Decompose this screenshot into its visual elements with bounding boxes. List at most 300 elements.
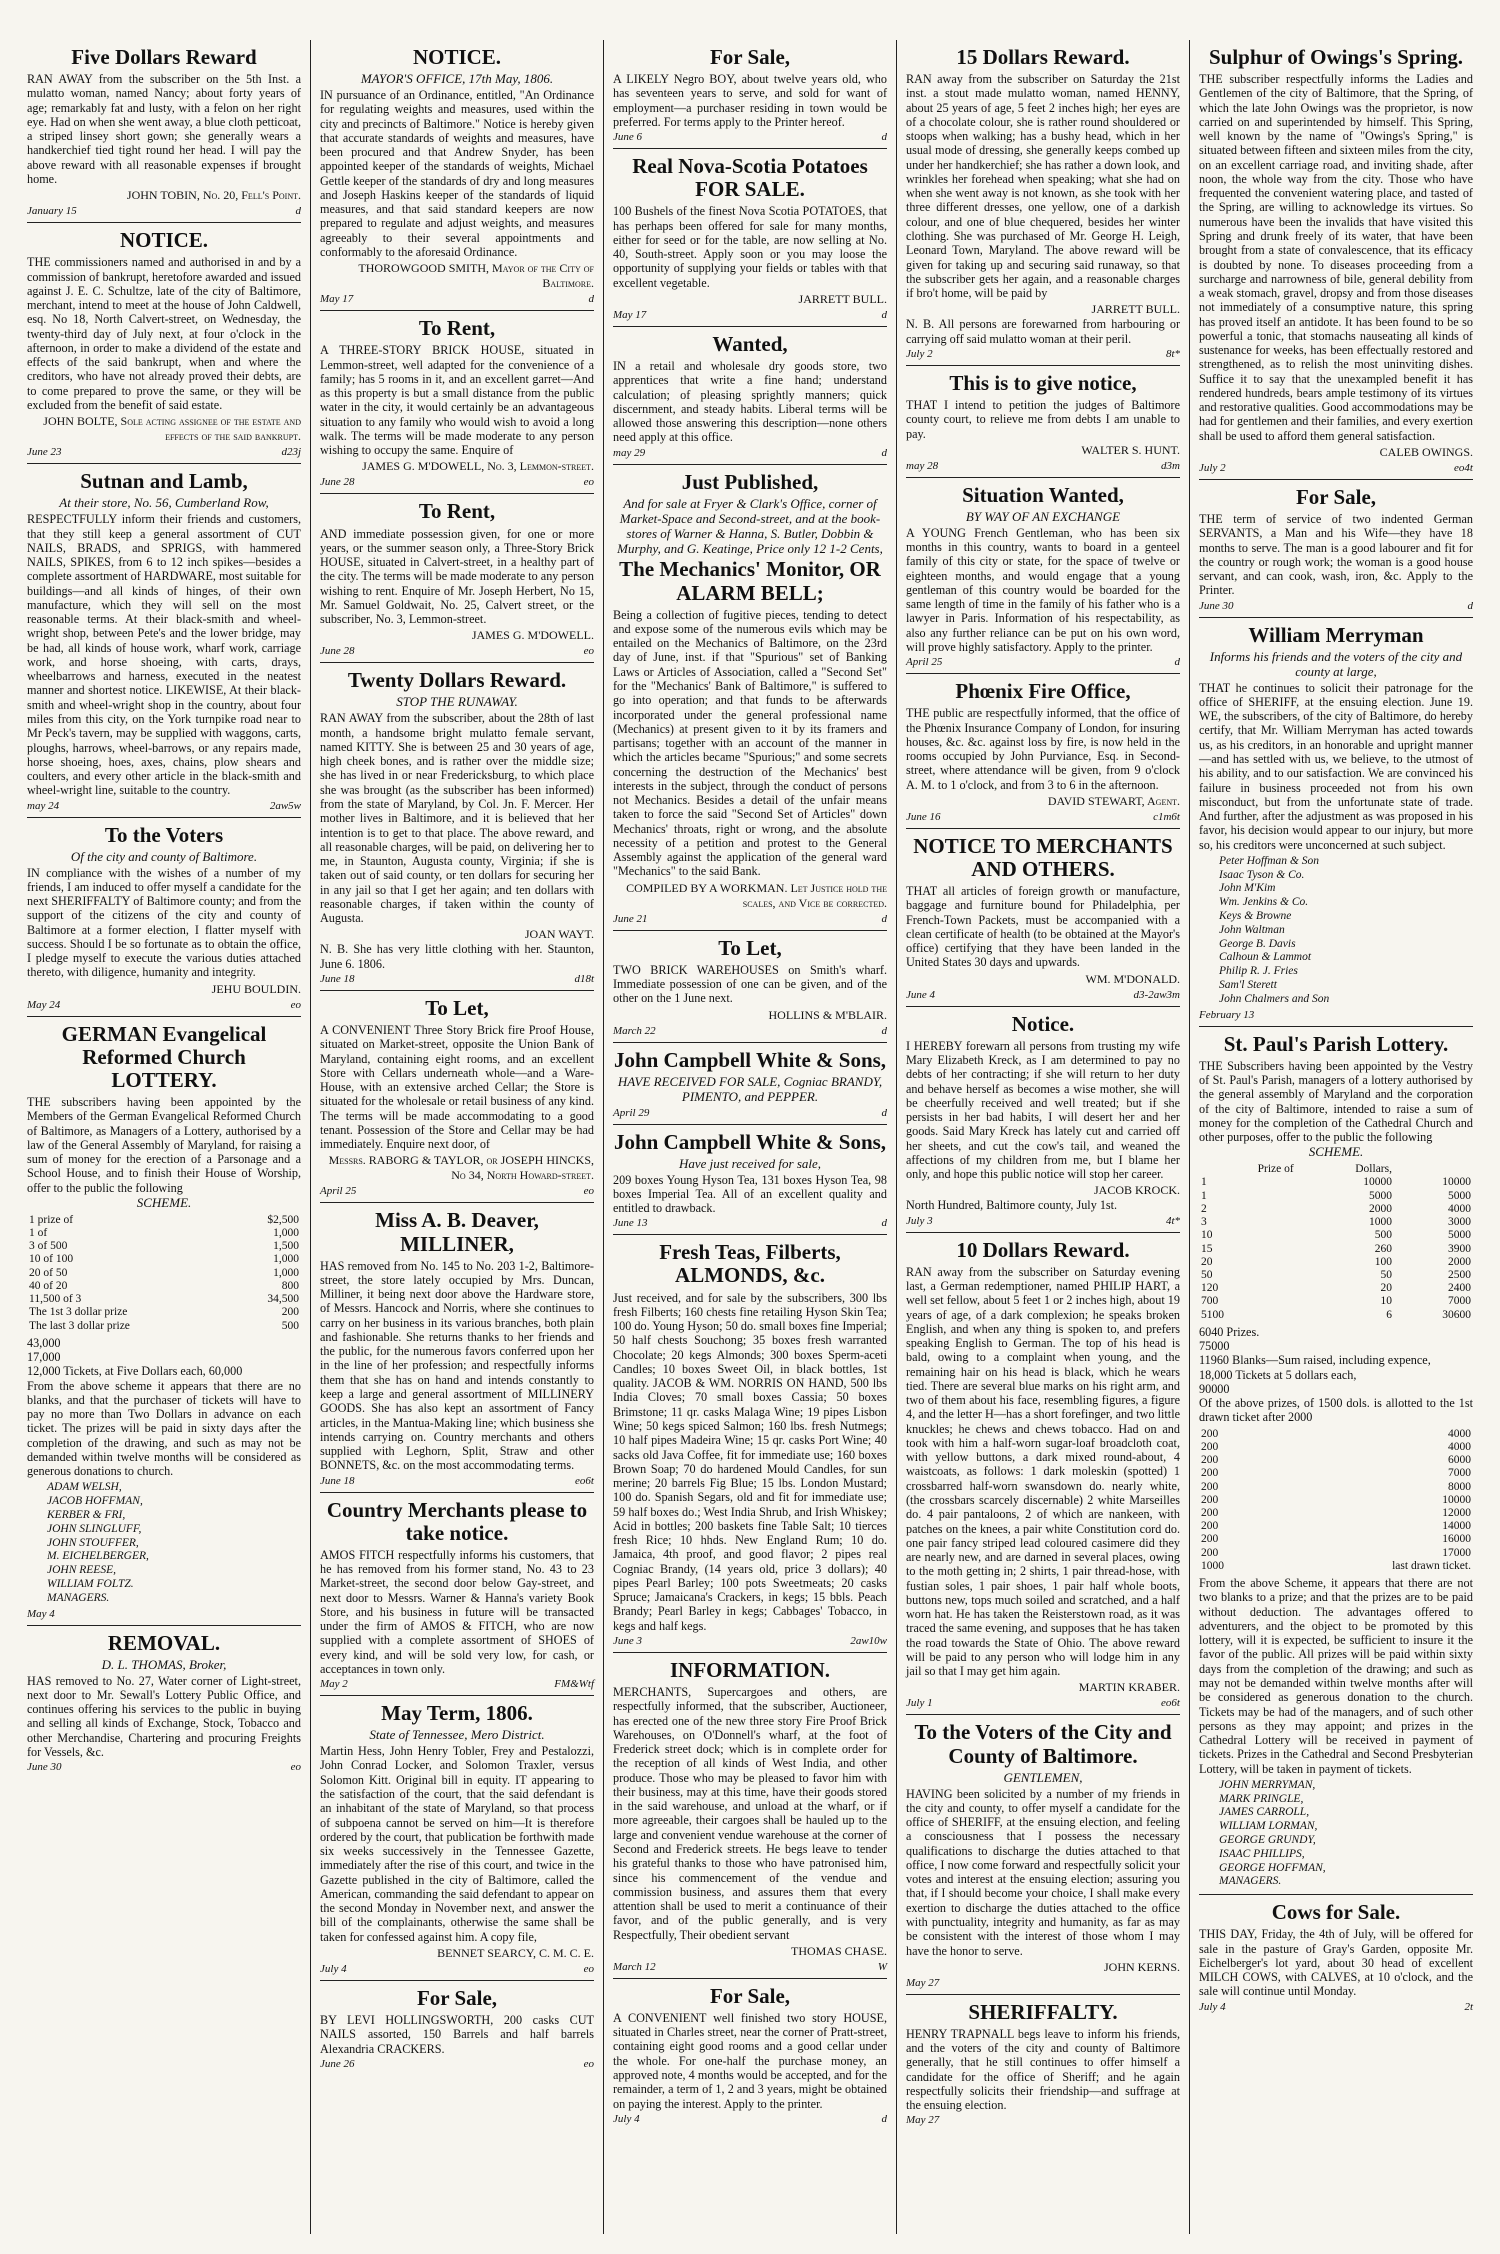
ad-date: February 13	[1199, 1008, 1255, 1021]
ad-dateline	[320, 1475, 594, 1487]
ad-title: Five Dollars Reward	[71, 45, 257, 69]
scheme-blanks: 11960 Blanks—Sum raised, including expence,	[1199, 1353, 1431, 1368]
scheme-cell: 40 of 20	[29, 1279, 68, 1292]
scheme-cell: 8000	[1448, 1480, 1471, 1493]
scheme-cell: 260	[1374, 1242, 1392, 1255]
ad-date: June 28	[320, 645, 355, 658]
advertisement	[320, 1981, 594, 2075]
ad-date: June 18	[320, 1474, 355, 1487]
scheme-cell: 4000	[1448, 1440, 1471, 1453]
manager-name: JOHN SLINGLUFF,	[47, 1522, 142, 1535]
ad-body: A CONVENIENT well finished two story HOUSE, situated in Charles street, near the corner of Pratt-street, containing eight good rooms and a good cellar under the whole. For one-half the purchase money, an approved note, 4 months would be accepted, and for the remainder, a term of 1, 2 and 3 years, might be obtained on paying the interest. Apply to the printer.	[613, 2010, 887, 2111]
scheme-cell: 200	[1201, 1467, 1219, 1480]
scheme-cell: 17000	[1442, 1546, 1471, 1559]
signatory-name: John Chalmers and Son	[1219, 992, 1330, 1005]
ad-title: Situation Wanted,	[962, 482, 1124, 507]
advertisement	[906, 1715, 1180, 1994]
ad-title: May Term, 1806.	[381, 1701, 533, 1726]
ad-date: May 27	[906, 1976, 940, 1989]
ad-date: June 30	[1199, 599, 1234, 612]
scheme-title: SCHEME.	[1308, 1144, 1364, 1160]
ad-date: July 2	[1199, 462, 1226, 474]
ad-body: THE public are respectfully informed, that the office of the Phœnix Insurance Company of London, for insuring houses, &c. &c. against loss by fire, is now held in the rooms occupied by John Purviance, Esq. in Second-street, where attendance will be given, from 9 o'clock A. M. to 1 o'clock, and from 3 to 6 in the afternoon.	[906, 706, 1180, 792]
scheme-cell: 800	[281, 1279, 299, 1292]
scheme-cell: 3900	[1448, 1242, 1471, 1255]
scheme-row	[1199, 1560, 1473, 1573]
scheme-cell: 200	[1201, 1440, 1219, 1453]
scheme-row	[1199, 1520, 1473, 1533]
ad-subtitle: D. L. THOMAS, Broker,	[101, 1656, 227, 1672]
newspaper-column	[310, 40, 603, 2234]
ad-code: 2aw10w	[850, 1634, 887, 1647]
advertisement	[906, 674, 1180, 829]
scheme-row	[1199, 1428, 1473, 1441]
scheme-row	[27, 1227, 301, 1240]
signatory-name: John M'Kim	[1219, 882, 1276, 895]
ad-title: To the Voters of the City and County of Baltimore.	[914, 1720, 1172, 1768]
advertisement	[906, 829, 1180, 1007]
newspaper-column	[1189, 40, 1482, 2234]
ad-dateline	[613, 1961, 887, 1973]
scheme-cell: 10000	[1442, 1493, 1471, 1506]
manager-name: MARK PRINGLE,	[1219, 1792, 1304, 1805]
scheme-row	[1199, 1203, 1473, 1216]
advertisement	[320, 1696, 594, 1981]
ad-title: This is to give notice,	[949, 370, 1137, 395]
ad-body: THAT he continues to solicit their patronage for the office of SHERIFF, at the ensuing election. June 19. WE, the subscribers, of the city of Baltimore, do hereby certify, that Mr. William Merryman has acted towards us, as his creditors, in an honorable and upright manner—and has settled with us, we believe, to the utmost of his ability, and to our satisfaction. We are convinced his failure in business proceeded not from his own misconduct, but from the unfortunate state of trade. And further, after the adjustment as was proposed in his favor, his decision would appear to our injury, but more so, his creditors were unconcerned at such subject.	[1199, 680, 1473, 852]
ad-dateline	[1199, 2001, 1473, 2013]
ad-title: Cows for Sale.	[1271, 1900, 1401, 1925]
ad-title: 15 Dollars Reward.	[956, 45, 1130, 69]
manager-name: JACOB HOFFMAN,	[47, 1495, 143, 1508]
ad-title: Notice.	[1011, 1011, 1075, 1036]
ad-date: July 3	[906, 1214, 933, 1227]
ad-signature: THOROWGOOD SMITH, Mayor of the City of Baltimore.	[358, 261, 594, 291]
scheme-cell	[1264, 1441, 1274, 1454]
scheme-cell: 200	[1201, 1507, 1219, 1520]
ad-dateline	[320, 293, 594, 305]
ad-subtitle: Have just received for sale,	[678, 1155, 822, 1171]
scheme-cell	[1264, 1547, 1274, 1560]
ad-dateline	[320, 1185, 594, 1197]
ad-title: To Rent,	[418, 316, 496, 341]
newspaper-column	[603, 40, 896, 2234]
ad-date: April 25	[906, 656, 943, 669]
ad-body: RESPECTFULLY inform their friends and customers, that they still keep a general assortment of CUT NAILS, BRADS, and SPRIGS, with hammered NAILS, SPIKES, from 6 to 12 inch spikes—besides a complete assortment of HARDWARE, most suitable for buildings—and all kinds of hinges, of their own manufacture, which they will sell on the most reasonable terms. At their black-smith and wheel-wright shop, between Pete's and the lower bridge, may be had, all kinds of house work, wharf work, carriage work, and horse shoeing, with carts, drays, wheelbarrows and harness, executed in the neatest manner and shortest notice. LIKEWISE, At their black-smith and wheel-wright shop in the country, about four miles from this city, on the York turnpike road near to Mr Peck's tavern, may be supplied with waggons, carts, ploughs, harrows, wheel-barrows, or any repairs made, horse shoeing, hoes, axes, chains, plow shears and coulters, and every other article in the black-smith and wheel-wright line, suitable to the country.	[27, 512, 301, 798]
scheme-cell	[1264, 1454, 1274, 1467]
ad-code: d	[881, 912, 887, 925]
ad-body: BY LEVI HOLLINGSWORTH, 200 casks CUT NAILS assorted, 150 Barrels and half barrels Alexandria CRACKERS.	[320, 2013, 594, 2056]
ad-code: 4t*	[1165, 1214, 1180, 1227]
scheme-drawn-intro: Of the above prizes, of 1500 dols. is allotted to the 1st drawn ticket after 2000	[1199, 1396, 1473, 1425]
ad-dateline	[906, 1215, 1180, 1227]
scheme-cell: 120	[1201, 1282, 1219, 1295]
ad-body: THE subscribers having been appointed by the Members of the German Evangelical Reformed Church of Baltimore, as Managers of a Lottery, authorised by a law of the General Assembly of Maryland, for raising a sum of money for the erection of a Parsonage and a School House, and to finish their House of Worship, offer to the public the following	[27, 1095, 301, 1195]
scheme-prizes: 6040 Prizes.	[1199, 1324, 1260, 1339]
ad-signature: WALTER S. HUNT.	[1081, 442, 1180, 457]
ad-signature: JOHN KERNS.	[1103, 1959, 1180, 1974]
ad-title: William Merryman	[1248, 622, 1424, 647]
ad-dateline	[320, 1678, 594, 1690]
scheme-cell: 4000	[1448, 1427, 1471, 1440]
scheme-table	[27, 1214, 301, 1333]
ad-signature: BENNET SEARCY, C. M. C. E.	[437, 1945, 594, 1960]
scheme-cell: 2000	[1448, 1255, 1471, 1268]
ad-dateline	[27, 205, 301, 217]
scheme-cell: 5000	[1448, 1189, 1471, 1202]
manager-name: WILLIAM FOLTZ.	[47, 1578, 134, 1591]
ad-code: FM&Wtf	[554, 1678, 594, 1691]
scheme-cell: 15	[1201, 1242, 1213, 1255]
scheme-row	[27, 1293, 301, 1306]
scheme-row	[1199, 1229, 1473, 1242]
ad-body: Just received, and for sale by the subscribers, 300 lbs fresh Filberts; 160 chests fine retailing Hyson Skin Tea; 100 do. Young Hyson; 50 do. small boxes fine Imperial; 50 half chests Souchong; 35 boxes fresh warranted Chocolate; 20 kegs Almonds; 300 boxes Sperm-aceti Candles; 10 boxes Sweet Oil, in black bottles, 1st quality. JACOB & WM. NORRIS ON HAND, 500 lbs India Cloves; 70 small boxes Cassia; 50 boxes Brimstone; 11 qr. casks Malaga Wine; 19 pipes Lisbon Wine; 50 kegs spiced Salmon; 160 lbs. fresh Nutmegs; 10 half pipes Madeira Wine; 15 qr. casks Port Wine; 40 sacks old Java Coffee, fit for immediate use; 160 boxes Brown Soap; 70 do hardened Mould Candles, for sun merine; 20 barrels Fig Blue; 15 lbs. London Mustard; 100 do. Spanish Segars, old and fit for immediate use; 59 half boxes do.; West India Shrub, and Irish Whiskey; Acid in bottles; 200 baskets fine Table Salt; 10 tierces fresh Rice; 10 hhds. New England Rum; 10 do. Jamaica, 4th proof, and good flavor; 2 pipes real Cogniac Brandy, (14 years old, price 3 dollars); 40 pipes Pearl Barley; 100 pots Sweetmeats; 20 casks Spruce; Jamaicana's Crackers, in kegs; 15 bbls. Peach Brandy; Pearl Barley in kegs; Cabbages' Tobacco, in kegs and half kegs.	[613, 1290, 887, 1633]
ad-signature: JOHN TOBIN, No. 20, Fell's Point.	[126, 188, 301, 203]
scheme-tickets-total: 90000	[1199, 1381, 1230, 1396]
ad-body: HAS removed from No. 145 to No. 203 1-2, Baltimore-street, the store lately occupied by Mrs. Duncan, Milliner, it being next door above the Hardware store, of Messrs. Hancock and Norris, where she continues to carry on her business in its various branches, both plain and fashionable. She returns thanks to her friends and the public, for the numerous favors conferred upon her in the line of her profession; and respectfully informs them that she has on hand and intends constantly to keep a large and general assortment of MILLINERY GOODS. She has also kept an assortment of Fancy articles, in the Mantua-Making line; which business she intends carrying on. Country merchants and others supplied with Leghorn, Split, Straw and other BONNETS, &c. on the most accommodating terms.	[320, 1258, 594, 1473]
scheme-row	[1199, 1547, 1473, 1560]
ad-dateline	[906, 348, 1180, 360]
scheme-cell: 100	[1374, 1255, 1392, 1268]
ad-code: d	[881, 308, 887, 321]
ad-code: eo	[583, 1962, 594, 1975]
scheme-cell: 6000	[1448, 1454, 1471, 1467]
signatory-name: Keys & Browne	[1219, 910, 1292, 923]
ad-subtitle: State of Tennessee, Mero District.	[369, 1727, 545, 1743]
scheme-notes: From the above Scheme, it appears that there are not two blanks to a prize; and that the prizes are to be paid without deduction. The advantages offered to adventurers, and the object to be promoted by this lottery, will it is expected, be sufficient to insure it the favor of the public. All prizes will be paid within sixty days from the completion of the drawing; and such as may not be demanded within twelve months after will be considered as generous donation to the church. Tickets may be had of the managers, and of such other persons as they may appoint; and prizes in the Cathedral Lottery will be received in payment of tickets. Prizes in the Cathedral and Second Presbyterian Lottery, will be taken in payment of tickets.	[1199, 1576, 1473, 1776]
scheme-row	[27, 1320, 301, 1333]
manager-name: ADAM WELSH,	[47, 1481, 122, 1494]
ad-date: June 21	[613, 912, 648, 925]
scheme-cell: 700	[1201, 1295, 1219, 1308]
ad-dateline	[320, 1963, 594, 1975]
manager-name: KERBER & FRI,	[47, 1509, 126, 1522]
ad-title: SHERIFFALTY.	[968, 1999, 1118, 2024]
ad-body: Being a collection of fugitive pieces, tending to detect and expose some of the numerous evils which may be entailed on the Mechanics of Baltimore, on the 23rd day of June, inst. if that "Spurious" set of Banking Laws or Articles of Association, called a "Second Set" for the "Mechanics' Bank of Baltimore," is suffered to go into operation; and that funds to be afterwards incorporated under the general professional name (Mechanics) at present given to it by its framers and partisans; together with an account of the manner in which the articles became "Spurious;" and some secrets concerning the destruction of the Mechanics' best interests in the subject, through the conduct of persons not Mechanics. Besides a detail of the unfair means taken to force the said "Second Set of Articles" down Mechanics' throats, right or wrong, and the absolute necessity of a petition and protest to the General Assembly against the application of the general ward "Mechanics" to the said Bank.	[613, 607, 887, 879]
ad-title: NOTICE TO MERCHANTS AND OTHERS.	[913, 833, 1173, 881]
ad-body: A CONVENIENT Three Story Brick fire Proof House, situated on Market-street, opposite the Union Bank of Maryland, containing eight rooms, and an excellent Store with Cellars underneath whole—and a Ware-House, with an extensive arched Cellar; the Store is situated for the wholesale or retail business of any kind. The terms will be made accommodating to a good tenant. Possession of the Store and Cellar may be had immediately. Enquire next door, of	[320, 1023, 594, 1152]
ad-title: Sutnan and Lamb,	[80, 469, 248, 494]
ad-date: May 17	[320, 293, 354, 306]
ad-date: March 12	[613, 1960, 656, 1973]
ad-date: July 4	[320, 1962, 347, 1975]
advertisement	[320, 1203, 594, 1492]
scheme-cell	[1264, 1481, 1274, 1494]
ad-dateline	[906, 811, 1180, 823]
ad-date: May 24	[27, 998, 61, 1011]
scheme-cell: 7000	[1448, 1295, 1471, 1308]
scheme-cell	[1264, 1428, 1274, 1441]
ad-dateline	[906, 460, 1180, 472]
ad-date: June 16	[906, 810, 941, 823]
ad-code: d	[881, 1106, 887, 1119]
scheme-row	[1199, 1454, 1473, 1467]
ad-dateline	[613, 2113, 887, 2125]
scheme-cell: 2400	[1448, 1282, 1471, 1295]
scheme-cell: 5000	[1448, 1229, 1471, 1242]
advertisement	[1199, 1895, 1473, 2017]
scheme-row	[1199, 1481, 1473, 1494]
ad-signature: HOLLINS & M'BLAIR.	[768, 1007, 887, 1022]
ad-postscript: N. B. She has very little clothing with her. Staunton, June 6. 1806.	[320, 942, 594, 971]
scheme-cell: 30600	[1442, 1308, 1471, 1321]
ad-date: July 4	[1199, 2000, 1226, 2013]
ad-date: July 1	[906, 1697, 933, 1710]
scheme-cell: 1,500	[273, 1240, 299, 1253]
ad-date: June 28	[320, 476, 355, 489]
managers-label: MANAGERS.	[47, 1591, 110, 1604]
ad-dateline	[613, 1107, 887, 1119]
ad-dateline	[906, 989, 1180, 1001]
ad-dateline	[613, 913, 887, 925]
scheme-cell: 1 of	[29, 1227, 48, 1240]
signatory-name: Sam'l Sterett	[1219, 979, 1277, 992]
managers-list	[47, 1481, 301, 1605]
advertisement	[320, 311, 594, 494]
scheme-cell: 5000	[1368, 1189, 1392, 1202]
ad-title: To Let,	[425, 995, 489, 1020]
advertisement	[906, 478, 1180, 674]
ad-code: d	[1467, 599, 1473, 612]
scheme-cell	[1264, 1494, 1274, 1507]
manager-name: JOHN STOUFFER,	[47, 1536, 139, 1549]
advertisement	[27, 818, 301, 1017]
ad-dateline	[27, 1761, 301, 1773]
scheme-row	[1199, 1309, 1473, 1322]
ad-subtitle: Informs his friends and the voters of the city and county at large,	[1209, 648, 1463, 679]
ad-code: d3m	[1161, 459, 1180, 472]
signatory-name: George B. Davis	[1219, 937, 1296, 950]
ad-date: may 29	[613, 446, 646, 459]
ad-title: REMOVAL.	[107, 1630, 221, 1655]
ad-dateline	[906, 1977, 1180, 1989]
scheme-cell: 6	[1386, 1308, 1392, 1321]
ad-title: Just Published,	[681, 469, 819, 494]
signatory-name: Isaac Tyson & Co.	[1219, 868, 1305, 881]
scheme-row	[27, 1306, 301, 1319]
scheme-cell: 10000	[1363, 1176, 1392, 1189]
ad-title: St. Paul's Parish Lottery.	[1223, 1031, 1449, 1056]
ad-signature: JAMES G. M'DOWELL.	[471, 628, 594, 643]
ad-signature: COMPILED BY A WORKMAN. Let Justice hold the scales, and Vice be corrected.	[626, 880, 887, 910]
advertisement	[613, 40, 887, 149]
scheme-cell: 10	[1380, 1295, 1392, 1308]
managers-list	[1219, 1779, 1473, 1889]
ad-date: June 13	[613, 1217, 648, 1230]
scheme-row	[1199, 1494, 1473, 1507]
ad-code: eo6t	[575, 1474, 594, 1487]
scheme-prizes-total: 75000	[1199, 1339, 1230, 1354]
scheme-cell: 1 prize of	[29, 1213, 74, 1226]
ad-title: To Let,	[718, 935, 782, 960]
ad-title: INFORMATION.	[669, 1657, 831, 1682]
scheme-row	[1199, 1533, 1473, 1546]
scheme-row	[1199, 1216, 1473, 1229]
ad-signature: WM. M'DONALD.	[1085, 971, 1180, 986]
ad-title: Fresh Teas, Filberts, ALMONDS, &c.	[659, 1240, 841, 1288]
ad-title: Real Nova-Scotia Potatoes FOR SALE.	[632, 154, 868, 202]
advertisement	[27, 464, 301, 817]
scheme-row	[1199, 1243, 1473, 1256]
scheme-cell: 50	[1201, 1268, 1213, 1281]
advertisement	[1199, 1027, 1473, 1896]
manager-name: GEORGE HOFFMAN,	[1219, 1861, 1326, 1874]
ad-dateline	[1199, 1009, 1473, 1021]
manager-name: ISAAC PHILLIPS,	[1219, 1847, 1305, 1860]
ad-code: d	[881, 1217, 887, 1230]
advertisement	[27, 1017, 301, 1626]
ad-title: 10 Dollars Reward.	[956, 1237, 1130, 1262]
ad-date: June 18	[320, 972, 355, 985]
scheme-cell: The 1st 3 dollar prize	[29, 1306, 128, 1319]
ad-title: Twenty Dollars Reward.	[347, 668, 567, 693]
advertisement	[27, 1626, 301, 1779]
advertisement	[1199, 40, 1473, 480]
scheme-cell: 16000	[1442, 1533, 1471, 1546]
ad-dateline	[27, 446, 301, 458]
ad-dateline	[320, 645, 594, 657]
ad-code: d	[588, 293, 594, 306]
scheme-cell: 1,000	[273, 1266, 299, 1279]
scheme-cell	[1264, 1533, 1274, 1546]
ad-dateline	[906, 2114, 1180, 2126]
ad-subtitle: At their store, No. 56, Cumberland Row,	[59, 495, 269, 511]
scheme-cell: 1	[1201, 1189, 1207, 1202]
advertisement	[613, 931, 887, 1043]
ad-subtitle: Of the city and county of Baltimore.	[70, 848, 258, 864]
scheme-cell: 2	[1201, 1202, 1207, 1215]
ad-date: June 4	[906, 988, 936, 1001]
ad-dateline	[1199, 600, 1473, 612]
scheme-cell: 20	[1201, 1255, 1213, 1268]
scheme-cell: 500	[1374, 1229, 1392, 1242]
advertisement	[906, 1233, 1180, 1716]
signatories-list	[1219, 855, 1473, 1007]
manager-name: WILLIAM LORMAN,	[1219, 1820, 1318, 1833]
ad-body: THAT I intend to petition the judges of Baltimore county court, to relieve me from debts I am unable to pay.	[906, 397, 1180, 441]
scheme-table	[1199, 1163, 1473, 1322]
ad-title: GERMAN Evangelical Reformed Church LOTTERY.	[61, 1021, 267, 1092]
scheme-notes: From the above scheme it appears that there are no blanks, and that the purchaser of tickets will have to pay no more than Two Dollars in advance on each ticket. The prizes will be paid in sixty days after the completion of the drawing, and such as may not be demanded within twelve months will be considered as generous donations to church.	[27, 1378, 301, 1479]
scheme-cell: 200	[1201, 1454, 1219, 1467]
advertisement	[613, 465, 887, 931]
scheme-row	[1199, 1467, 1473, 1480]
scheme-row	[27, 1267, 301, 1280]
scheme-cell: 5100	[1201, 1308, 1224, 1321]
scheme-header-row	[1199, 1163, 1473, 1176]
scheme-row	[1199, 1176, 1473, 1189]
scheme-cell: 1000	[1368, 1216, 1392, 1229]
ad-body: A THREE-STORY BRICK HOUSE, situated in Lemmon-street, well adapted for the convenience of a family; has 5 rooms in it, and an excellent garret—And as this property is but a small distance from the public water in the city, it would certainly be an advantageous situation to any family who would wish to avoid a long walk. The terms will be made moderate to any person wishing to occupy the same. Enquire of	[320, 343, 594, 458]
ad-code: W	[877, 1960, 887, 1973]
ad-dateline	[613, 1025, 887, 1037]
ad-signature: JOAN WAYT.	[524, 927, 594, 942]
ad-code: d	[295, 205, 301, 218]
ad-signature: CALEB OWINGS.	[1379, 445, 1473, 459]
ad-dateline	[27, 999, 301, 1011]
scheme-cell	[1264, 1507, 1274, 1520]
scheme-cell: 50	[1380, 1268, 1392, 1281]
scheme-cell: 3 of 500	[29, 1240, 68, 1253]
ad-code: eo	[583, 1185, 594, 1198]
ad-title: Country Merchants please to take notice.	[326, 1497, 588, 1545]
ad-date: June 26	[320, 2057, 355, 2070]
scheme-header-cell: Prize of	[1257, 1163, 1294, 1176]
signatory-name: Wm. Jenkins & Co.	[1219, 896, 1309, 909]
ad-code: eo	[583, 476, 594, 489]
scheme-row	[27, 1280, 301, 1293]
ad-body: MERCHANTS, Supercargoes and others, are respectfully informed, that the subscriber, Auctioneer, has erected one of the new three story Fire Proof Brick Warehouses, on O'Donnell's wharf, at the foot of Frederick street dock; which is in complete order for the reception of all kinds of West India, and other produce. Those who may be pleased to favor him with their business, may at this time, have their goods stored in the said warehouse, and unload at the wharf, or if more agreeable, their cargoes shall be hauled up to the large and convenient vendue warehouse at the corner of Second and Frederick streets. He begs leave to tender his grateful thanks to those who have patronised him, since his commencement of the vendue and commission business, and assures them that every attention shall be used to merit a continuance of their favor, and of the public generally, and is very Respectfully, Their obedient servant	[613, 1685, 887, 1942]
ad-signature: DAVID STEWART, Agent.	[1047, 793, 1180, 808]
ad-signature: THOMAS CHASE.	[790, 1943, 887, 1958]
ad-body: THIS DAY, Friday, the 4th of July, will be offered for sale in the pasture of Gray's Garden, opposite Mr. Eichelberger's lot yard, about 30 head of excellent MILCH COWS, with CALVES, at 10 o'clock, and the sale will continue until Monday.	[1199, 1927, 1473, 1999]
ad-code: eo6t	[1161, 1697, 1180, 1710]
ad-date: May 2	[320, 1678, 348, 1691]
scheme-cell: 200	[1201, 1546, 1219, 1559]
advertisement	[613, 1653, 887, 1979]
ad-body: A YOUNG French Gentleman, who has been six months in this country, wants to board in a genteel family of this city or state, for the space of twelve or eighteen months, and would engage that a young gentleman of this country would be boarded for the same length of time in the family of his father who is a lawyer in Paris. Information of his respectability, as also any further reliance can be put on his own word, will prove highly satisfactory. Apply to the printer.	[906, 525, 1180, 654]
manager-name: JOHN MERRYMAN,	[1219, 1778, 1316, 1791]
newspaper-column	[18, 40, 310, 2234]
ad-title: To the Voters	[104, 822, 224, 847]
ad-dateline	[613, 1217, 887, 1229]
manager-name: JOHN REESE,	[47, 1564, 116, 1577]
ad-code: d	[881, 2112, 887, 2125]
ad-title: For Sale,	[709, 1983, 791, 2008]
ad-postscript: N. B. All persons are forewarned from harbouring or carrying off said mulatto woman at their peril.	[906, 317, 1180, 346]
ad-body: TWO BRICK WAREHOUSES on Smith's wharf. Immediate possession of one can be given, and of the other on the 1 June next.	[613, 962, 887, 1006]
ad-body: 100 Bushels of the finest Nova Scotia POTATOES, that has perhaps been offered for sale for many months, either for seed or for the table, are now selling at No. 40, South-street. Apply soon or you may loose the opportunity of supplying your fields or tables with that excellent vegetable.	[613, 204, 887, 290]
ad-signature: JAMES G. M'DOWELL, No. 3, Lemmon-street.	[362, 459, 594, 474]
ad-dateline	[613, 447, 887, 459]
scheme-row	[27, 1253, 301, 1266]
ad-code: d3-2aw3m	[1133, 988, 1180, 1001]
scheme-cell	[1264, 1467, 1274, 1480]
scheme-title: SCHEME.	[136, 1194, 192, 1210]
ad-date: May 4	[27, 1607, 55, 1620]
advertisement	[613, 1235, 887, 1653]
ad-signature: MARTIN KRABER.	[1078, 1680, 1180, 1695]
manager-name: M. EICHELBERGER,	[47, 1550, 149, 1563]
ad-code: 8t*	[1165, 347, 1180, 360]
ad-signature: JARRETT BULL.	[798, 291, 887, 306]
ad-date: June 6	[613, 131, 643, 144]
signatory-name: Calhoun & Lammot	[1219, 951, 1312, 964]
ad-body: HAS removed to No. 27, Water corner of Light-street, next door to Mr. Sewall's Lottery Public Office, and continues offering his services to the public in buying and selling all kinds of Exchange, Stock, Tobacco and other Merchandise, Chartering and procuring Freights for Vessels, &c.	[27, 1673, 301, 1759]
ad-title: For Sale,	[416, 1985, 498, 2010]
signatory-name: Peter Hoffman & Son	[1219, 854, 1319, 867]
scheme-cell: 1	[1201, 1176, 1207, 1189]
ad-body: THE Subscribers having been appointed by the Vestry of St. Paul's Parish, managers of a lottery authorised by the general assembly of Maryland and the corporation of the city of Baltimore, intended to raise a sum of money for the completion of the Cathedral Church and other purposes, offer to the public the following	[1199, 1058, 1473, 1145]
scheme-cell: The last 3 dollar prize	[29, 1319, 130, 1332]
scheme-header-cell	[1394, 1163, 1473, 1176]
ad-title: John Campbell White & Sons,	[613, 1047, 887, 1072]
advertisement	[613, 327, 887, 465]
ad-title: Phœnix Fire Office,	[955, 679, 1131, 704]
ad-code: c1m6t	[1153, 810, 1180, 823]
scheme-cell: 2000	[1368, 1202, 1392, 1215]
ad-subtitle: BY WAY OF AN EXCHANGE	[965, 508, 1121, 524]
ad-subtitle: And for sale at Fryer & Clark's Office, corner of Market-Space and Second-street, and at the book-stores of Warner & Hanna, S. Butler, Dobbin & Murphy, and G. Keatinge, Price only 12 1-2 Cents,	[617, 495, 883, 556]
ad-body: IN compliance with the wishes of a number of my friends, I am induced to offer myself a candidate for the next SHERIFFALTY of Baltimore county; and from the support of the citizens of the city and county of Baltimore at a former election, I flatter myself with success. Should I be so fortunate as to obtain the office, I pledge myself to execute the various duties attached thereto, with diligence, humanity and integrity.	[27, 865, 301, 980]
ad-dateline	[320, 2058, 594, 2070]
advertisement	[613, 1979, 887, 2130]
ad-code: eo4t	[1454, 462, 1473, 474]
ad-code: 2t	[1464, 2000, 1473, 2013]
advertisement	[320, 40, 594, 311]
ad-date: April 25	[320, 1185, 357, 1198]
scheme-cell: 3	[1201, 1216, 1207, 1229]
